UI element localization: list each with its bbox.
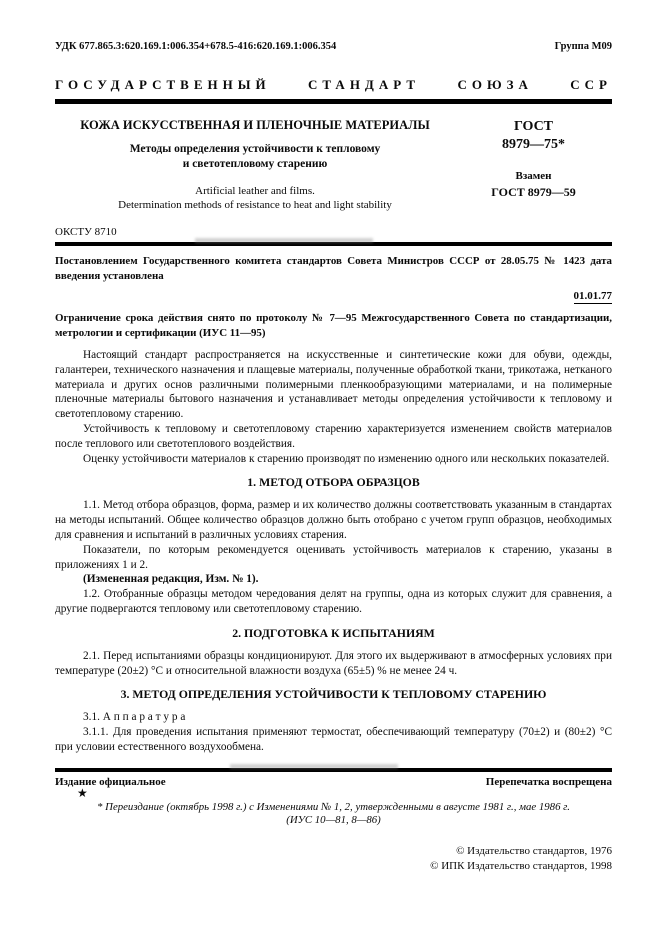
document-title-english xyxy=(55,184,455,212)
scan-artifact xyxy=(195,238,373,243)
limitation-paragraph: Ограничение срока действия снято по протоколу № 7—95 Межгосударственного Совета по стандартизации, метрологии и сертификации (ИУС 11—95) xyxy=(55,312,612,339)
scan-artifact xyxy=(230,764,398,769)
footnote-line-1: * Переиздание (октябрь 1998 г.) с Изменениями № 1, 2, утвержденными в августе 1981 г., мае 1986 г. xyxy=(97,800,570,813)
paragraph-3-1: 3.1. А п п а р а т у р а xyxy=(83,711,186,724)
paragraph-2-1: 2.1. Перед испытаниями образцы кондиционируют. Для этого их выдерживают в атмосферных условиях при температуре (20±2) °С и относительной влажности воздуха (65±5) % не менее 24 ч. xyxy=(55,649,612,677)
section-3-heading: 3. МЕТОД ОПРЕДЕЛЕНИЯ УСТОЙЧИВОСТИ К ТЕПЛОВОМУ СТАРЕНИЮ xyxy=(120,687,547,702)
amendment-note: (Измененная редакция, Изм. № 1). xyxy=(83,573,259,586)
replaces-label: Взамен xyxy=(515,170,552,182)
intro-paragraph-3: Оценку устойчивости материалов к старению производят по изменению одного или нескольких показателей. xyxy=(83,452,610,465)
effective-date-row xyxy=(55,286,612,304)
official-edition-label: Издание официальное xyxy=(55,775,166,788)
udk-row xyxy=(55,0,612,52)
copyright-block xyxy=(55,844,612,875)
footer-labels xyxy=(55,776,612,788)
gost-label: ГОСТ xyxy=(513,119,554,134)
document-subtitle xyxy=(55,142,455,172)
divider-thick-top xyxy=(55,99,612,104)
okstu-code: ОКСТУ 8710 xyxy=(55,226,117,238)
title-block xyxy=(55,118,612,212)
document-title: КОЖА ИСКУССТВЕННАЯ И ПЛЕНОЧНЫЕ МАТЕРИАЛЫ xyxy=(80,118,430,132)
intro-paragraph-1: Настоящий стандарт распространяется на искусственные и синтетические кожи для обуви, одежды, галантереи, технического назначения и плащевые материалы, полученные обработкой ткани, трикотажа, нетканого материала и других основ различными полимерными пленкообразующими материалами, и на полимерные пленочные материалы бытового назначения и устанавливает методы определения устойчивости к тепловому и светотепловому старению. xyxy=(55,349,612,421)
reissue-footnote xyxy=(55,801,612,828)
state-standard-banner: ГОСУДАРСТВЕННЫЙ СТАНДАРТ СОЮЗА ССР xyxy=(55,77,612,92)
group-label: Группа М09 xyxy=(554,41,612,52)
gost-number: 8979—75* xyxy=(502,137,565,152)
subtitle-line-2: и светотепловому старению xyxy=(182,158,328,170)
gost-designation-column xyxy=(455,118,612,212)
section-2-heading: 2. ПОДГОТОВКА К ИСПЫТАНИЯМ xyxy=(232,625,435,640)
udk-code: УДК 677.865.3:620.169.1:006.354+678.5-416:620.169.1:006.354 xyxy=(55,41,337,52)
intro-paragraph-2: Устойчивость к тепловому и светотепловому старению характеризуется изменением свойств материалов после теплового или светотеплового воздействия. xyxy=(55,422,612,450)
introduction xyxy=(55,348,612,466)
title-en-line-1: Artificial leather and films. xyxy=(195,185,315,197)
section-1-heading: 1. МЕТОД ОТБОРА ОБРАЗЦОВ xyxy=(247,475,420,490)
paragraph-3-1-1: 3.1.1. Для проведения испытания применяют термостат, обеспечивающий температуру (70±2) и (80±2) °С при условии естественного воздухообмена. xyxy=(55,726,612,753)
divider-thick-mid xyxy=(55,242,612,246)
paragraph-1-1b: Показатели, по которым рекомендуется оценивать устойчивость материалов к старению, указаны в приложениях 1 и 2. xyxy=(55,543,612,571)
subtitle-line-1: Методы определения устойчивости к тепловому xyxy=(129,143,381,155)
paragraph-1-1: 1.1. Метод отбора образцов, форма, размер и их количество должны соответствовать указанным в стандартах на методы испытаний. Общее количество образцов должно быть отобрано с учетом групп образцов, необходимых для сравнения и испытаний в различных условиях старения. xyxy=(55,499,612,541)
paragraph-1-2: 1.2. Отобранные образцы методом чередования делят на группы, одна из которых служит для сравнения, а другие подвергаются тепловому или светотепловому старению. xyxy=(55,588,612,615)
effective-date: 01.01.77 xyxy=(573,290,612,302)
document-content xyxy=(55,0,612,875)
divider-thick-footer xyxy=(55,768,612,772)
footnote-line-2: (ИУС 10—81, 8—86) xyxy=(286,814,381,827)
title-left-column xyxy=(55,118,455,212)
decree-paragraph: Постановлением Государственного комитета стандартов Совета Министров СССР от 28.05.75 № 1423 дата введения установлена xyxy=(55,255,612,282)
title-en-line-2: Determination methods of resistance to heat and light stability xyxy=(118,199,392,211)
star-icon: ★ xyxy=(77,785,88,800)
copyright-line-1998: © ИПК Издательство стандартов, 1998 xyxy=(430,860,612,873)
copyright-line-1976: © Издательство стандартов, 1976 xyxy=(456,844,612,857)
replaces-value: ГОСТ 8979—59 xyxy=(491,185,576,199)
reprint-prohibited-label: Перепечатка воспрещена xyxy=(485,775,612,788)
